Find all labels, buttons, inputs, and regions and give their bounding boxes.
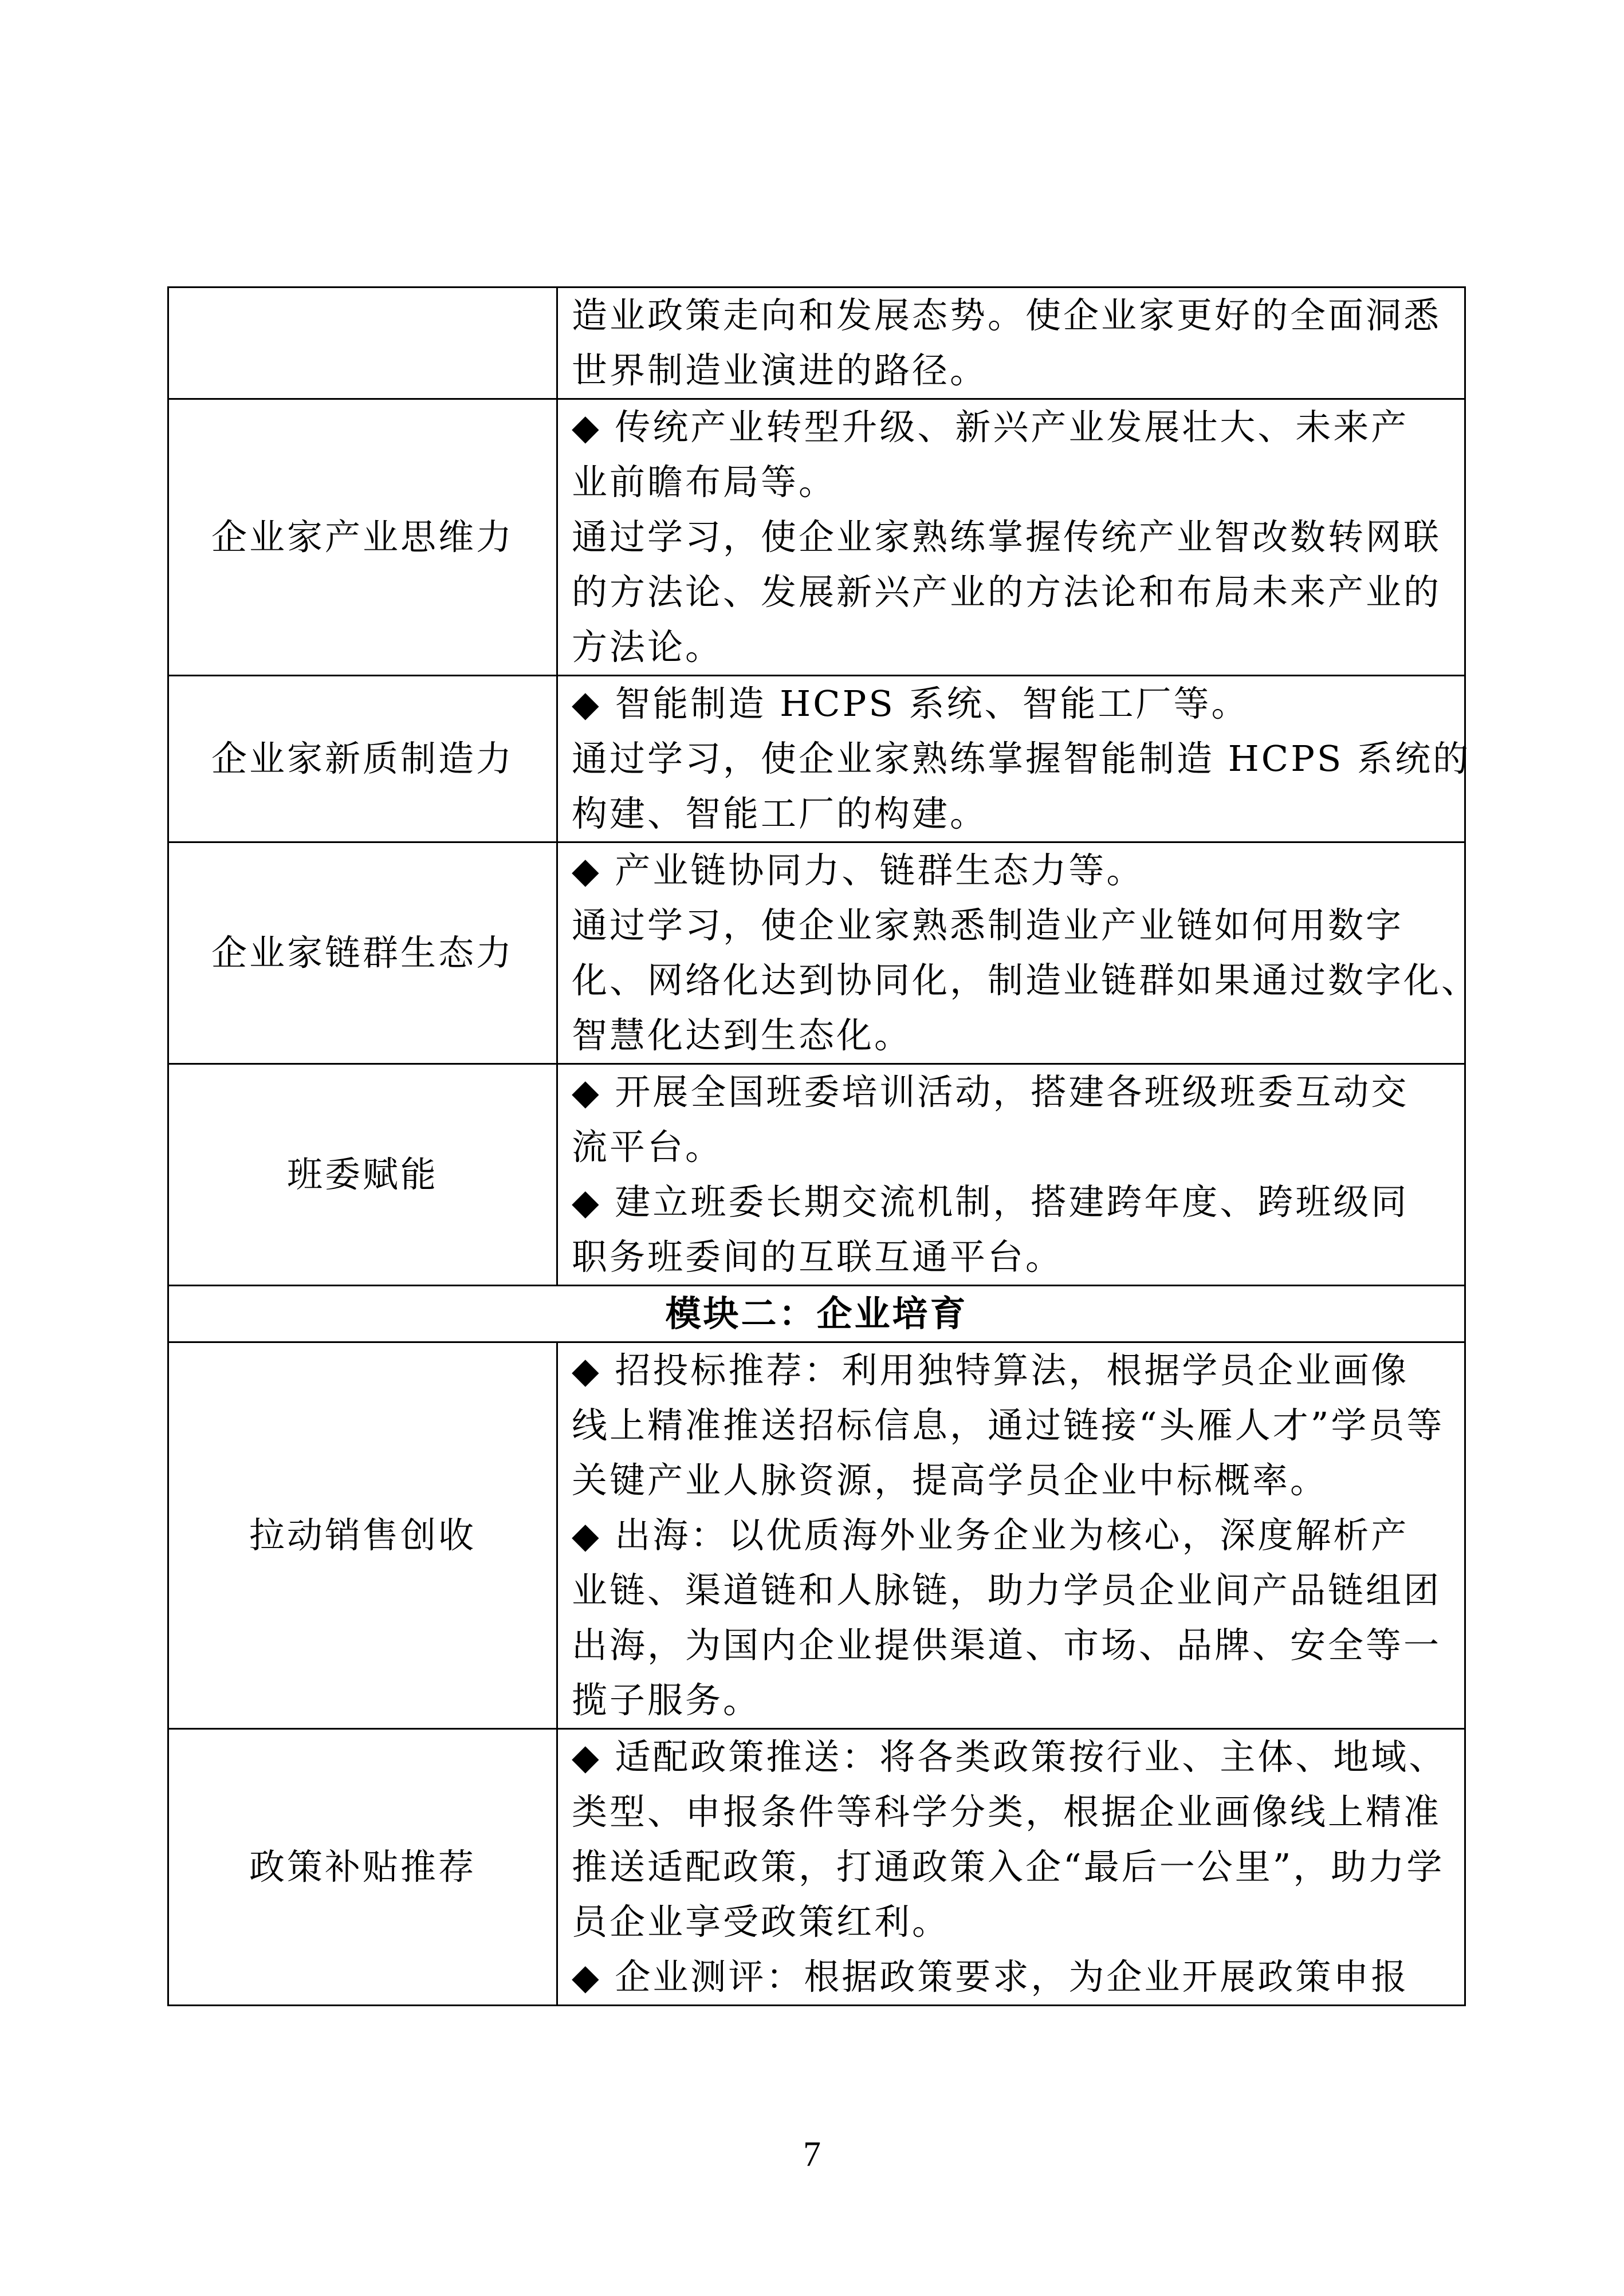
- content-line: 出海，为国内企业提供渠道、市场、品牌、安全等一: [572, 1624, 1442, 1666]
- content-line: 类型、申报条件等科学分类，根据企业画像线上精准: [572, 1791, 1442, 1833]
- content-line: 业前瞻布局等。: [572, 461, 837, 503]
- table-row: [168, 399, 1465, 676]
- row-content: [557, 842, 1480, 1064]
- table-row: [168, 1342, 1465, 1729]
- row-content: [557, 288, 1465, 399]
- content-line: 化、网络化达到协同化，制造业链群如果通过数字化、: [572, 959, 1480, 1001]
- content-line: 的方法论、发展新兴产业的方法论和布局未来产业的: [572, 571, 1442, 613]
- table-row: [168, 288, 1465, 399]
- row-label: 班委赋能: [168, 1064, 557, 1286]
- content-line: 职务班委间的互联互通平台。: [572, 1236, 1064, 1278]
- content-line: 流平台。: [572, 1126, 723, 1168]
- content-line: 通过学习，使企业家熟练掌握智能制造 HCPS 系统的: [572, 738, 1471, 779]
- content-line: 造业政策走向和发展态势。使企业家更好的全面洞悉: [572, 294, 1442, 336]
- content-line: ◆ 产业链协同力、链群生态力等。: [572, 849, 1145, 891]
- content-line: 推送适配政策，打通政策入企“最后一公里”，助力学: [572, 1846, 1445, 1888]
- table-row: [168, 1064, 1465, 1286]
- content-line: 构建、智能工厂的构建。: [572, 793, 988, 834]
- section-title: 模块二：企业培育: [168, 1286, 1465, 1342]
- content-line: ◆ 传统产业转型升级、新兴产业发展壮大、未来产: [572, 406, 1409, 448]
- content-table: [167, 286, 1480, 2006]
- content-line: 智慧化达到生态化。: [572, 1014, 913, 1056]
- table-row: [168, 676, 1465, 842]
- row-label: 企业家链群生态力: [168, 842, 557, 1064]
- content-line: 世界制造业演进的路径。: [572, 349, 988, 391]
- row-content: [557, 676, 1471, 842]
- row-content: [557, 1729, 1465, 2006]
- content-line: ◆ 适配政策推送：将各类政策按行业、主体、地域、: [572, 1736, 1447, 1778]
- row-content: [557, 399, 1465, 676]
- content-line: ◆ 出海：以优质海外业务企业为核心，深度解析产: [572, 1514, 1409, 1556]
- content-line: 线上精准推送招标信息，通过链接“头雁人才”学员等: [572, 1404, 1445, 1446]
- content-line: ◆ 智能制造 HCPS 系统、智能工厂等。: [572, 683, 1249, 724]
- row-label: 企业家新质制造力: [168, 676, 557, 842]
- content-line: 揽子服务。: [572, 1679, 761, 1721]
- row-content: [557, 1064, 1465, 1286]
- content-line: 通过学习，使企业家熟练掌握传统产业智改数转网联: [572, 516, 1442, 558]
- content-line: 关键产业人脉资源，提高学员企业中标概率。: [572, 1459, 1328, 1501]
- row-content: [557, 1342, 1465, 1729]
- table-row: [168, 842, 1465, 1064]
- content-line: ◆ 建立班委长期交流机制，搭建跨年度、跨班级同: [572, 1181, 1409, 1223]
- content-line: ◆ 开展全国班委培训活动，搭建各班级班委互动交: [572, 1071, 1409, 1113]
- section-header-row: [168, 1286, 1465, 1342]
- content-line: ◆ 企业测评：根据政策要求，为企业开展政策申报: [572, 1956, 1409, 1998]
- content-line: 业链、渠道链和人脉链，助力学员企业间产品链组团: [572, 1569, 1442, 1611]
- row-label: [168, 288, 557, 399]
- content-line: 通过学习，使企业家熟悉制造业产业链如何用数字: [572, 904, 1404, 946]
- row-label: 政策补贴推荐: [168, 1729, 557, 2006]
- content-line: 员企业享受政策红利。: [572, 1901, 950, 1943]
- row-label: 拉动销售创收: [168, 1342, 557, 1729]
- page-number: 7: [803, 2135, 821, 2174]
- content-line: ◆ 招投标推荐：利用独特算法，根据学员企业画像: [572, 1349, 1409, 1391]
- content-line: 方法论。: [572, 626, 723, 668]
- table-row: [168, 1729, 1465, 2006]
- row-label: 企业家产业思维力: [168, 399, 557, 676]
